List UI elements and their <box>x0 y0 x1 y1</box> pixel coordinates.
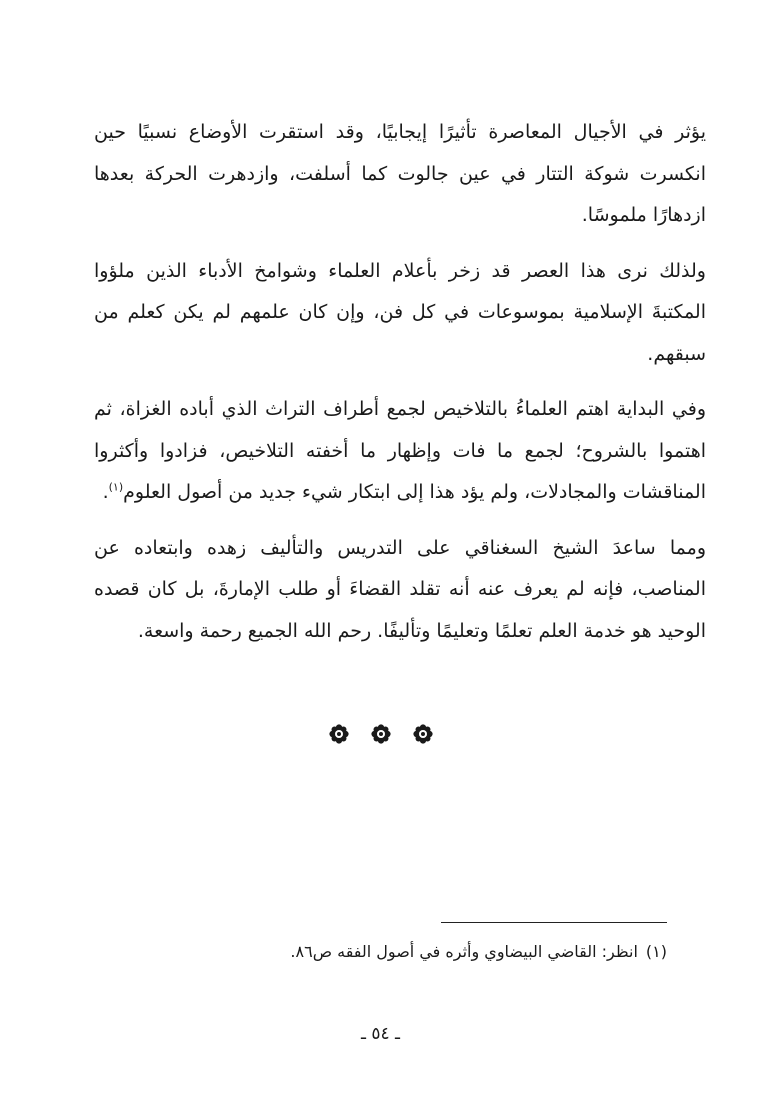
flower-ornament-icon <box>329 724 349 744</box>
footnote-reference[interactable]: (١) <box>108 480 124 494</box>
footnote-text: انظر: القاضي البيضاوي وأثره في أصول الفقه ص٨٦. <box>290 942 638 961</box>
paragraph-3-text: وفي البداية اهتم العلماءُ بالتلاخيص لجمع أطراف التراث الذي أباده الغزاة، ثم اهتموا بالشروح؛ لجمع ما فات وإظهار ما أخفته التلاخيص، فزادوا وأكثروا المناقشات والمجادلات، ولم يؤد هذا إلى ابتكار شيء جديد من أصول العلوم <box>94 398 706 503</box>
footnote <box>107 938 667 966</box>
body-text <box>94 112 706 666</box>
page-number: ـ ٥٤ ـ <box>360 1024 401 1044</box>
paragraph-4: ومما ساعدَ الشيخ السغناقي على التدريس والتأليف زهده وابتعاده عن المناصب، فإنه لم يعرف عنه أنه تقلد القضاءَ أو طلب الإمارةَ، بل كان قصده الوحيد هو خدمة العلم تعلمًا وتعليمًا وتأليفًا. رحم الله الجميع رحمة واسعة. <box>94 536 706 642</box>
paragraph-1: يؤثر في الأجيال المعاصرة تأثيرًا إيجابيًا، وقد استقرت الأوضاع نسبيًا حين انكسرت شوكة التتار في عين جالوت كما أسلفت، وازدهرت الحركة بعدها ازدهارًا ملموسًا. <box>94 121 706 226</box>
footnote-separator <box>441 922 667 923</box>
flower-ornament-icon <box>413 724 433 744</box>
paragraph-3-end: . <box>102 481 109 503</box>
footnote-number: (١) <box>645 942 667 961</box>
paragraph-3 <box>94 389 706 514</box>
paragraph-2: ولذلك نرى هذا العصر قد زخر بأعلام العلماء وشوامخ الأدباء الذين ملؤوا المكتبةَ الإسلامية بموسوعات في كل فن، وإن كان علمهم لم يكن كعلم من سبقهم. <box>94 259 706 365</box>
flower-ornament-icon <box>371 724 391 744</box>
section-divider-ornaments <box>0 724 761 744</box>
